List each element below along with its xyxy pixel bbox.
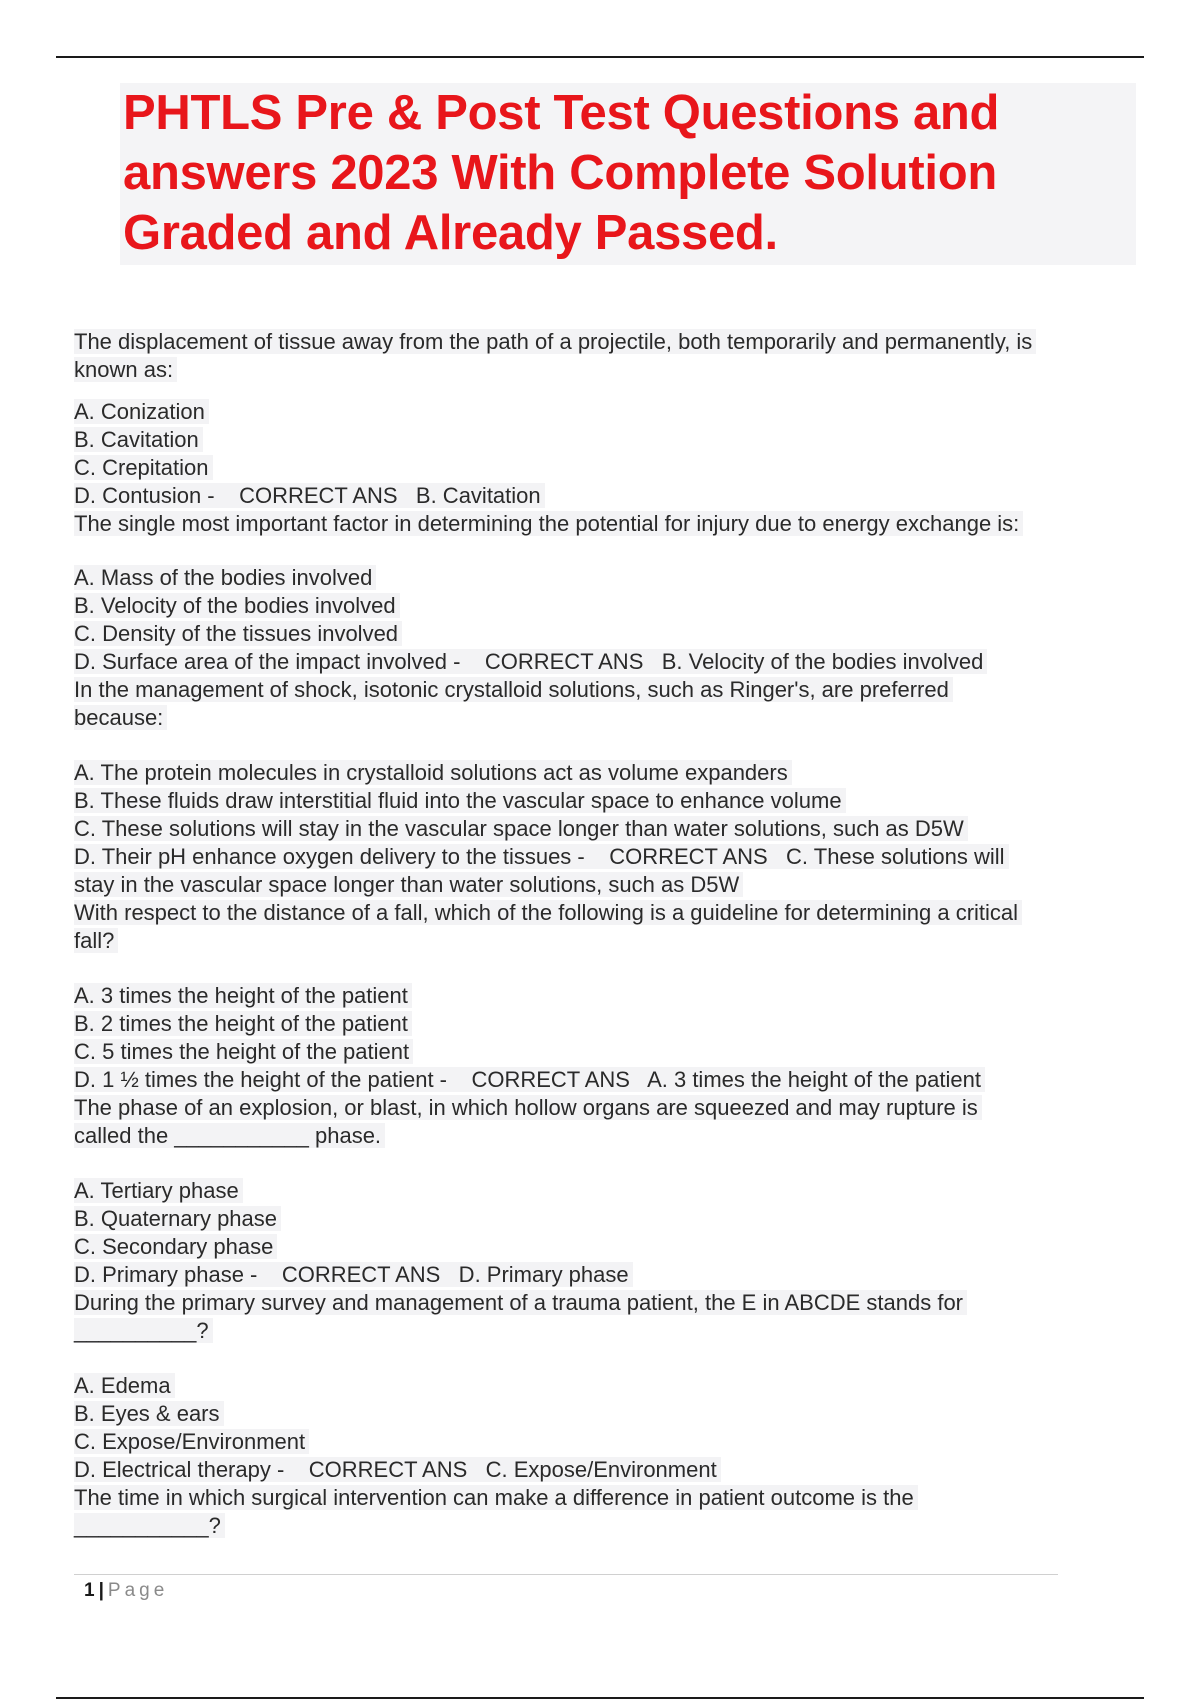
page-number: 1 xyxy=(84,1580,95,1601)
answer-option: B. Quaternary phase xyxy=(74,1205,1144,1233)
answer-option-correct: D. 1 ½ times the height of the patient - CORRECT ANS A. 3 times the height of the patient xyxy=(74,1066,1144,1094)
question-stem: The time in which surgical intervention can make a difference in patient outcome is the xyxy=(74,1484,1144,1512)
question-stem: because: xyxy=(74,704,1144,732)
question-item xyxy=(74,676,1144,899)
answer-option: C. Density of the tissues involved xyxy=(74,620,1144,648)
answer-option: A. Conization xyxy=(74,398,1144,426)
answer-option: B. 2 times the height of the patient xyxy=(74,1010,1144,1038)
answer-option: B. These fluids draw interstitial fluid into the vascular space to enhance volume xyxy=(74,787,1144,815)
answer-option-correct-continued: stay in the vascular space longer than water solutions, such as D5W xyxy=(74,871,1144,899)
answer-option: C. Secondary phase xyxy=(74,1233,1144,1261)
answer-option: A. Tertiary phase xyxy=(74,1177,1144,1205)
answer-option: A. 3 times the height of the patient xyxy=(74,982,1144,1010)
footer-separator: | xyxy=(98,1580,104,1601)
question-item xyxy=(74,1094,1144,1289)
answer-option: B. Velocity of the bodies involved xyxy=(74,592,1144,620)
question-stem: During the primary survey and management of a trauma patient, the E in ABCDE stands for xyxy=(74,1289,1144,1317)
answer-option: A. The protein molecules in crystalloid solutions act as volume expanders xyxy=(74,759,1144,787)
question-stem: The displacement of tissue away from the path of a projectile, both temporarily and permanently, is xyxy=(74,328,1144,356)
title-line: answers 2023 With Complete Solution xyxy=(123,146,997,200)
answer-option-correct: D. Contusion - CORRECT ANS B. Cavitation xyxy=(74,482,1144,510)
page-footer xyxy=(84,1578,168,1604)
top-rule xyxy=(56,56,1144,58)
question-stem: The phase of an explosion, or blast, in which hollow organs are squeezed and may rupture is xyxy=(74,1094,1144,1122)
answer-option: C. These solutions will stay in the vascular space longer than water solutions, such as D5W xyxy=(74,815,1144,843)
answer-option-correct: D. Surface area of the impact involved - CORRECT ANS B. Velocity of the bodies involved xyxy=(74,648,1144,676)
bottom-rule xyxy=(56,1697,1144,1699)
question-item xyxy=(74,1289,1144,1484)
answer-option: B. Eyes & ears xyxy=(74,1400,1144,1428)
document-title-block xyxy=(120,83,1136,265)
document-title xyxy=(120,83,1136,263)
question-item xyxy=(74,328,1144,510)
title-line: PHTLS Pre & Post Test Questions and xyxy=(123,86,1000,140)
question-stem: __________? xyxy=(74,1317,1144,1345)
question-stem: ___________? xyxy=(74,1512,1144,1540)
answer-option-correct: D. Primary phase - CORRECT ANS D. Primary phase xyxy=(74,1261,1144,1289)
title-line: Graded and Already Passed. xyxy=(123,206,778,260)
question-stem: fall? xyxy=(74,927,1144,955)
question-stem: called the ___________ phase. xyxy=(74,1122,1144,1150)
question-item xyxy=(74,1484,1144,1540)
question-item xyxy=(74,510,1144,676)
answer-option-correct: D. Their pH enhance oxygen delivery to the tissues - CORRECT ANS C. These solutions will xyxy=(74,843,1144,871)
question-item xyxy=(74,899,1144,1094)
answer-option: C. Expose/Environment xyxy=(74,1428,1144,1456)
answer-option: B. Cavitation xyxy=(74,426,1144,454)
footer-rule xyxy=(74,1574,1058,1575)
answer-option: A. Mass of the bodies involved xyxy=(74,564,1144,592)
answer-option: A. Edema xyxy=(74,1372,1144,1400)
answer-option: C. Crepitation xyxy=(74,454,1144,482)
question-stem: The single most important factor in determining the potential for injury due to energy exchange is: xyxy=(74,510,1144,538)
question-stem: In the management of shock, isotonic crystalloid solutions, such as Ringer's, are preferred xyxy=(74,676,1144,704)
question-list xyxy=(74,328,1144,1540)
page-label: Page xyxy=(107,1580,169,1601)
answer-option-correct: D. Electrical therapy - CORRECT ANS C. Expose/Environment xyxy=(74,1456,1144,1484)
question-stem: known as: xyxy=(74,356,1144,384)
answer-option: C. 5 times the height of the patient xyxy=(74,1038,1144,1066)
question-stem: With respect to the distance of a fall, which of the following is a guideline for determining a critical xyxy=(74,899,1144,927)
